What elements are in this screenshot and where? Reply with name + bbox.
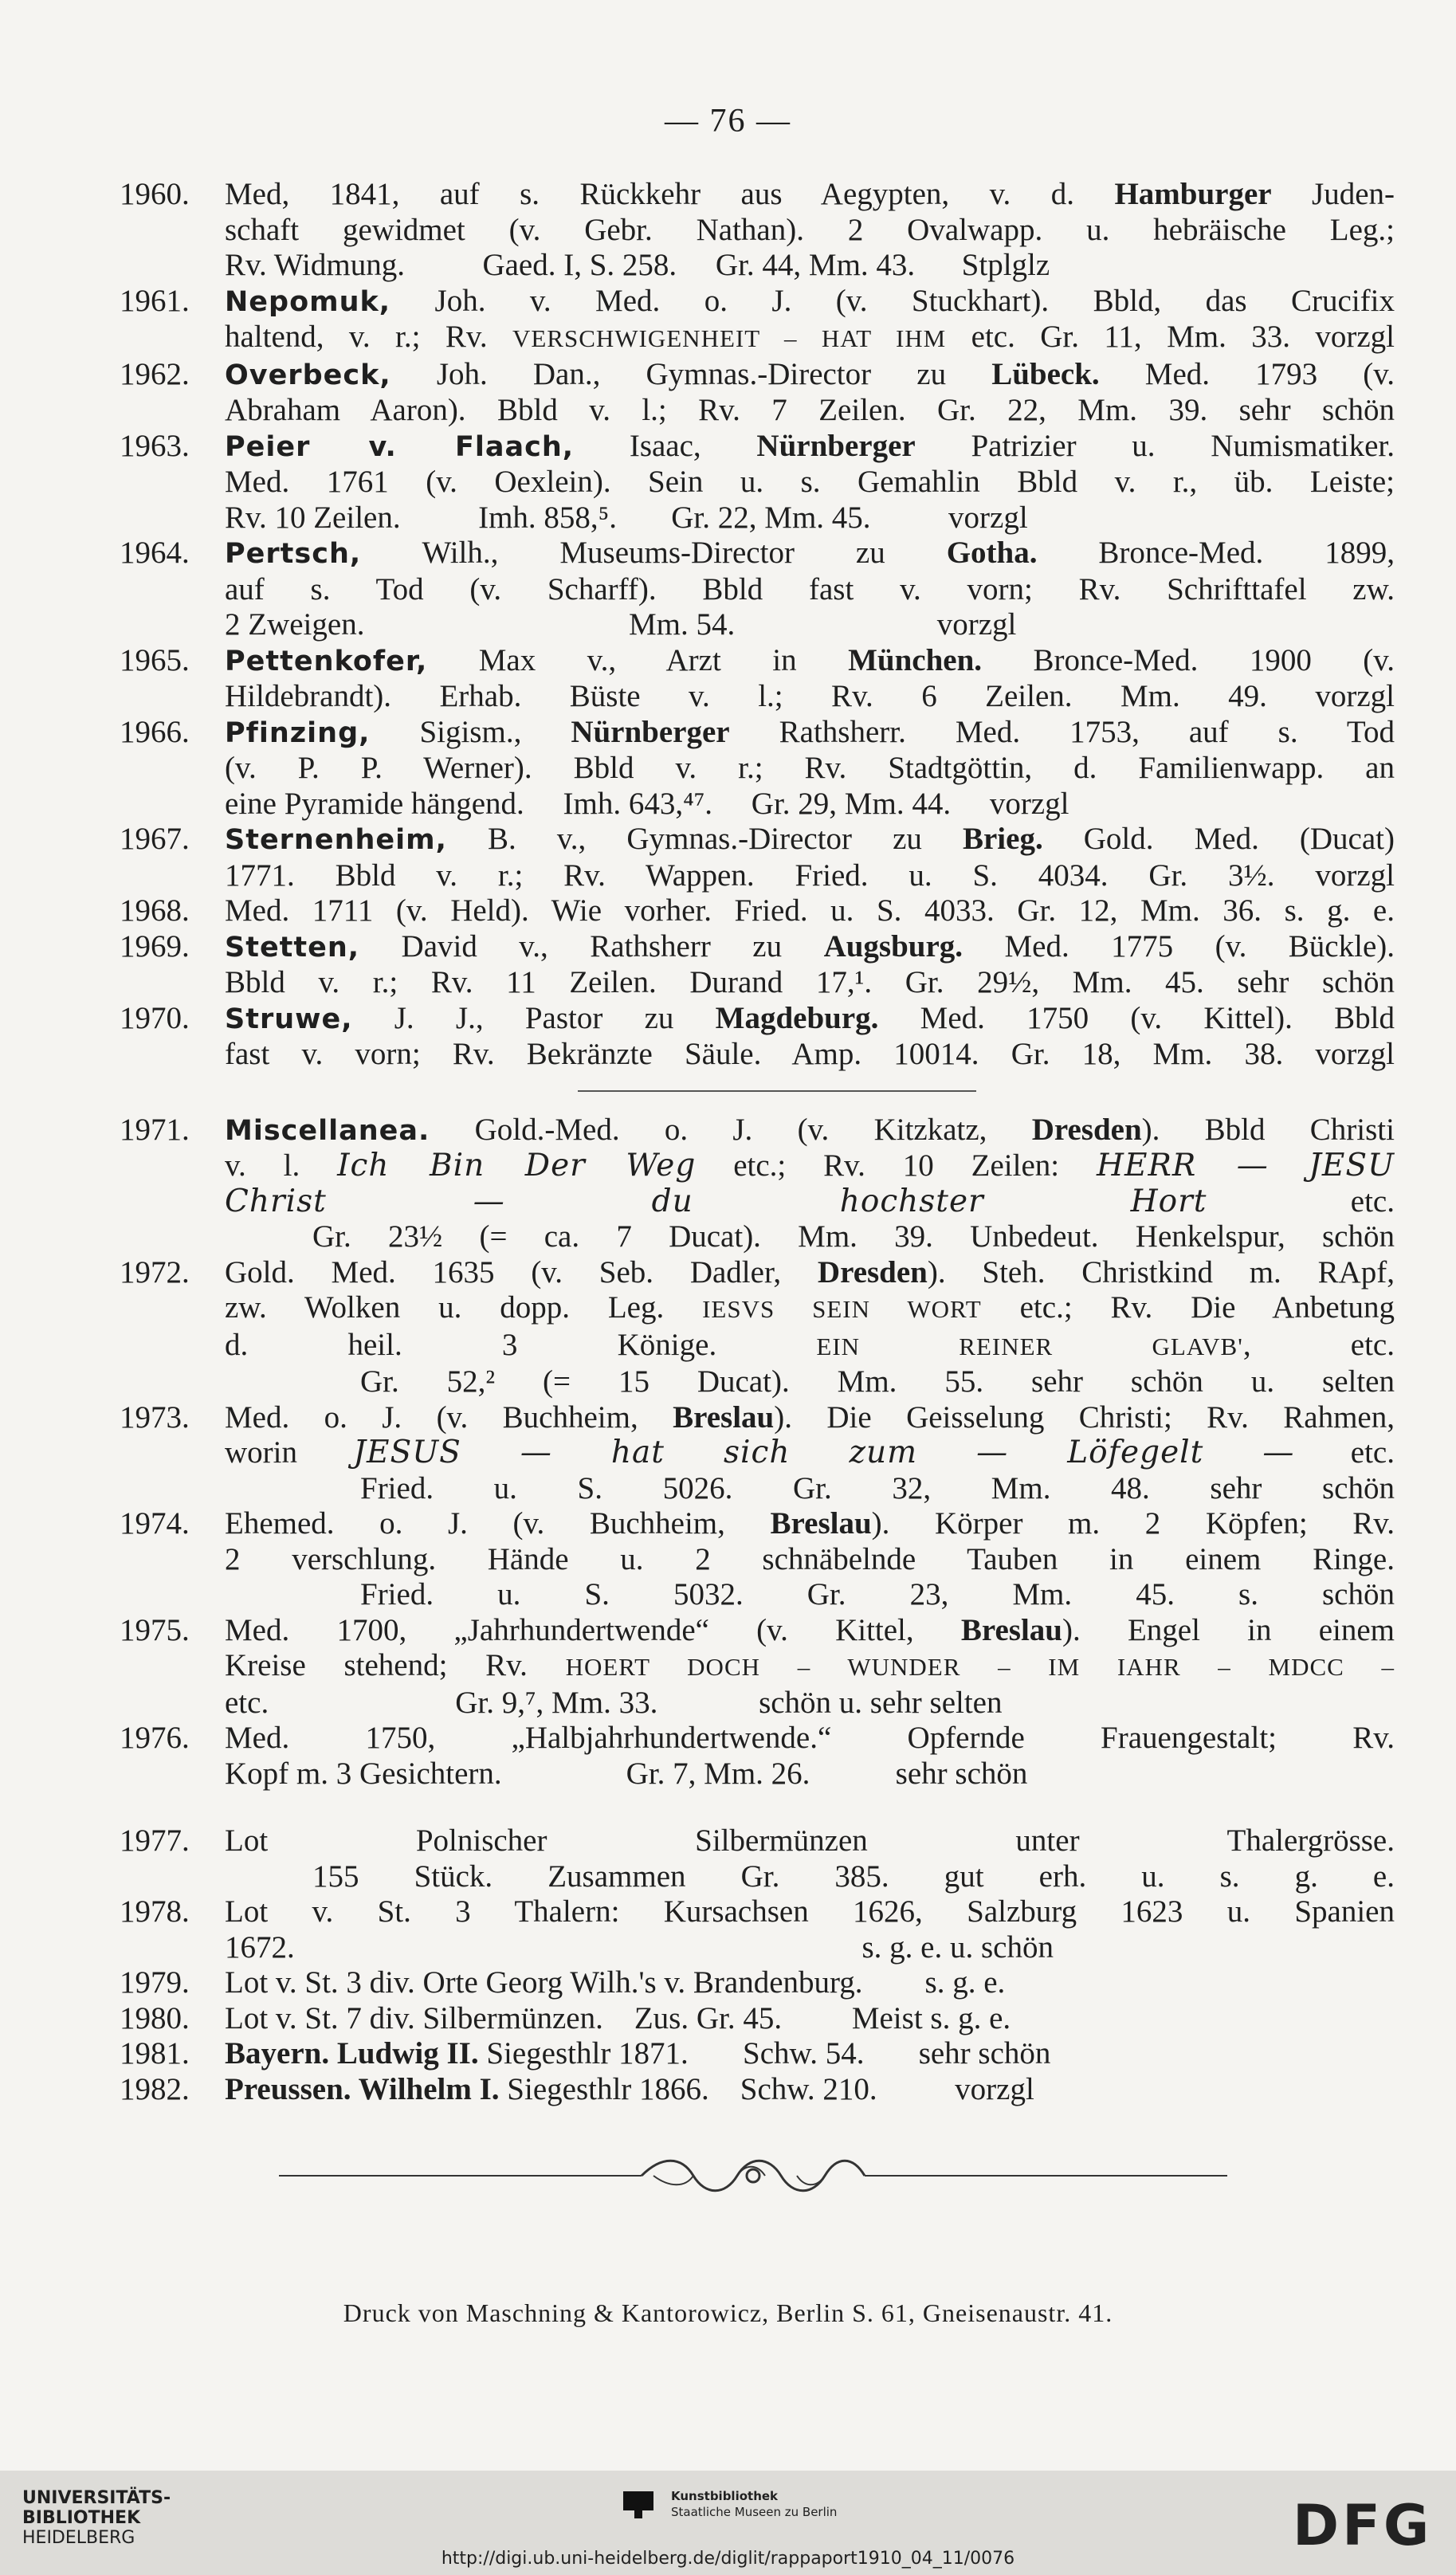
entry-text: 2 verschlung. Hände u. 2 schnäbelnde Tauben in einem Ringe. xyxy=(225,1541,1395,1576)
entry-description xyxy=(225,2001,1395,2037)
entry-text: haltend, v. r.; Rv. xyxy=(225,320,512,354)
entry-text: schaft gewidmet (v. Gebr. Nathan). 2 Ovalwapp. u. hebräische Leg.; xyxy=(225,212,1395,247)
entry-line xyxy=(225,1219,1395,1255)
entry-description xyxy=(225,1965,1395,2001)
entry-subject-name: Pettenkofer, xyxy=(225,645,428,677)
entry-text: etc.; Rv. 10 Zeilen: xyxy=(696,1148,1097,1183)
entry-line xyxy=(225,1471,1395,1507)
entry-place: Lübeck. xyxy=(991,356,1100,391)
catalog-entry xyxy=(120,429,1395,536)
lot-number: 1962. xyxy=(120,356,190,391)
entry-place: Hamburger xyxy=(1114,177,1272,211)
lot-number: 1971. xyxy=(120,1112,190,1147)
entry-description xyxy=(225,357,1395,429)
entry-text: 2 Zweigen. Mm. 54. vorzgl xyxy=(225,607,1017,642)
entry-description xyxy=(225,2072,1395,2108)
catalog-entry xyxy=(120,715,1395,822)
entry-line xyxy=(225,1113,1395,1149)
lot-number: 1976. xyxy=(120,1721,190,1755)
entry-line xyxy=(225,1613,1395,1649)
entry-place: Augsburg. xyxy=(823,928,963,964)
entry-text: Gold. Med. 1635 (v. Seb. Dadler, xyxy=(225,1254,818,1289)
entry-text: Fried. u. S. 5026. Gr. 32, Mm. 48. sehr schön xyxy=(360,1470,1395,1505)
lot-number: 1978. xyxy=(120,1894,190,1929)
entry-text: zw. Wolken u. dopp. Leg. xyxy=(225,1290,703,1325)
entry-text: Lot v. St. 3 div. Orte Georg Wilh.'s v. Brandenburg. s. g. e. xyxy=(225,1965,1006,2000)
entry-line xyxy=(225,751,1395,787)
entry-line xyxy=(225,465,1395,500)
entry-line xyxy=(225,1930,1395,1966)
entry-place: Dresden xyxy=(1031,1112,1142,1147)
catalog-entry xyxy=(120,1113,1395,1255)
entry-text: etc.; Rv. Die Anbetung xyxy=(981,1290,1395,1325)
entry-text: Fried. u. S. 5032. Gr. 23, Mm. 45. s. schön xyxy=(360,1577,1395,1611)
lot-number: 1964. xyxy=(120,536,190,570)
entry-text: Siegesthlr 1866. Schw. 210. vorzgl xyxy=(499,2071,1034,2106)
entry-description xyxy=(225,1001,1395,1073)
entry-description xyxy=(225,1400,1395,1507)
entry-text: Hildebrandt). Erhab. Büste v. l.; Rv. 6 Zeilen. Mm. 49. vorzgl xyxy=(225,679,1395,713)
lot-number: 1965. xyxy=(120,642,190,677)
entry-description xyxy=(225,1823,1395,1894)
entry-text: Med. 1761 (v. Oexlein). Sein u. s. Gemahlin Bbld v. r., üb. Leiste; xyxy=(225,465,1395,499)
catalog-entry xyxy=(120,1823,1395,1894)
entry-line xyxy=(225,893,1395,929)
entry-text: Bbld v. r.; Rv. 11 Zeilen. Durand 17,¹. Gr. 29½, Mm. 45. sehr schön xyxy=(225,965,1395,999)
entry-line xyxy=(225,929,1395,966)
entry-text: Med. 1793 (v. xyxy=(1099,356,1395,391)
entry-line xyxy=(225,1290,1395,1328)
entry-text: etc. Gr. 9,⁷, Mm. 33. schön u. sehr selten xyxy=(225,1685,1003,1720)
entry-line xyxy=(225,1542,1395,1578)
entry-text: Bronce-Med. 1900 (v. xyxy=(982,642,1395,677)
script-inscription: JESUS — hat sich zum — Löfegelt — xyxy=(353,1435,1295,1470)
entry-text: Ehemed. o. J. (v. Buchheim, xyxy=(225,1506,771,1541)
entry-text: ). Steh. Christkind m. RApf, xyxy=(927,1254,1395,1289)
entry-description xyxy=(225,177,1395,284)
catalog-entry xyxy=(120,643,1395,715)
legend-inscription: IESVS SEIN WORT xyxy=(702,1295,982,1323)
catalog-entry xyxy=(120,1001,1395,1073)
catalog-entry xyxy=(120,2072,1395,2108)
entry-description xyxy=(225,929,1395,1001)
entry-text: B. v., Gymnas.-Director zu xyxy=(446,822,963,856)
heidelberg-library-logo[interactable] xyxy=(22,2488,171,2548)
entry-line xyxy=(225,284,1395,320)
entry-text: Joh. Dan., Gymnas.-Director zu xyxy=(390,356,992,391)
entry-text: Med. 1711 (v. Held). Wie vorher. Fried. u. S. 4033. Gr. 12, Mm. 36. s. g. e. xyxy=(225,893,1395,928)
lot-number: 1977. xyxy=(120,1823,190,1858)
entry-description xyxy=(225,893,1395,929)
entry-text: 155 Stück. Zusammen Gr. 385. gut erh. u. s. g. e. xyxy=(312,1859,1395,1894)
entry-line xyxy=(225,1965,1395,2001)
entry-description xyxy=(225,822,1395,893)
entry-text: Rathsherr. Med. 1753, auf s. Tod xyxy=(729,714,1395,749)
entry-text: etc. xyxy=(1294,1435,1395,1470)
catalog-entry xyxy=(120,284,1395,357)
entry-text: ). Engel in einem xyxy=(1062,1612,1395,1647)
catalog-entry xyxy=(120,1613,1395,1721)
entry-text: v. l. xyxy=(225,1148,338,1183)
entry-line xyxy=(225,177,1395,213)
catalog-entry xyxy=(120,2036,1395,2072)
dfg-logo[interactable]: DFG xyxy=(1293,2493,1433,2558)
entry-subject-name: Overbeck, xyxy=(225,359,391,391)
entry-text: 1672. s. g. e. u. schön xyxy=(225,1929,1054,1965)
entry-line xyxy=(225,1648,1395,1686)
entry-line xyxy=(225,1823,1395,1859)
entry-description xyxy=(225,429,1395,536)
entry-text: Gold.-Med. o. J. (v. Kitzkatz, xyxy=(430,1112,1032,1147)
entry-line xyxy=(225,429,1395,465)
entry-line xyxy=(225,2001,1395,2037)
entry-line xyxy=(225,787,1395,822)
entry-text: Gold. Med. (Ducat) xyxy=(1042,822,1395,856)
entry-place: Breslau xyxy=(770,1506,872,1541)
entry-line xyxy=(225,1506,1395,1542)
entry-text: worin xyxy=(225,1435,354,1470)
entry-text: Bronce-Med. 1899, xyxy=(1037,536,1395,570)
entry-line xyxy=(225,1686,1395,1721)
entry-line xyxy=(225,1364,1395,1400)
entry-line xyxy=(225,320,1395,357)
entry-subject-name: Struwe, xyxy=(225,1003,353,1035)
entry-text: etc. xyxy=(1207,1183,1395,1219)
ornament-divider xyxy=(279,2152,1227,2200)
entry-line xyxy=(225,572,1395,608)
entry-text: Med. o. J. (v. Buchheim, xyxy=(225,1399,673,1435)
entry-description xyxy=(225,1894,1395,1965)
entry-text: Max v., Arzt in xyxy=(427,642,849,677)
catalog-entry xyxy=(120,2001,1395,2037)
script-inscription: Ich Bin Der Weg xyxy=(337,1148,697,1183)
entry-line xyxy=(225,679,1395,715)
entry-place: München. xyxy=(848,642,983,677)
entry-description xyxy=(225,643,1395,715)
logo-line: HEIDELBERG xyxy=(22,2528,135,2548)
entry-place: Brieg. xyxy=(962,822,1043,856)
entry-text: J. J., Pastor zu xyxy=(352,1000,716,1035)
entry-text: Gr. 52,² (= 15 Ducat). Mm. 55. sehr schön u. selten xyxy=(360,1364,1395,1399)
page-number: — 76 — xyxy=(665,103,791,139)
entry-subject-name: Nepomuk, xyxy=(225,285,391,318)
catalog-entry xyxy=(120,929,1395,1001)
entry-text: Med. 1700, „Jahrhundertwende“ (v. Kittel, xyxy=(225,1612,961,1647)
entry-line xyxy=(225,1328,1395,1365)
entry-subject-name: Pertsch, xyxy=(225,538,362,570)
entry-place: Breslau xyxy=(960,1612,1062,1647)
lot-number: 1975. xyxy=(120,1612,190,1647)
entry-text: (v. P. P. Werner). Bbld v. r.; Rv. Stadtgöttin, d. Familienwapp. an xyxy=(225,751,1395,785)
entry-text: Isaac, xyxy=(574,428,757,463)
entry-subject-name: Pfinzing, xyxy=(225,716,371,749)
entry-line xyxy=(225,1577,1395,1613)
entry-text: eine Pyramide hängend. Imh. 643,⁴⁷. Gr. 29, Mm. 44. vorzgl xyxy=(225,786,1069,821)
legend-inscription: HOERT DOCH – WUNDER – IM IAHR – MDCC – xyxy=(565,1653,1395,1681)
entry-text: Juden- xyxy=(1271,177,1395,211)
entry-line xyxy=(225,1001,1395,1038)
entry-line xyxy=(225,1148,1395,1184)
lot-number: 1961. xyxy=(120,283,190,318)
printer-imprint: Druck von Maschning & Kantorowicz, Berlin S. 61, Gneisenaustr. 41. xyxy=(343,2298,1113,2327)
entry-place: Breslau xyxy=(673,1399,775,1435)
logo-line: UNIVERSITÄTS- xyxy=(22,2488,171,2508)
entry-text: ). Körper m. 2 Köpfen; Rv. xyxy=(871,1506,1395,1541)
entry-text: , etc. xyxy=(1242,1327,1395,1362)
lot-number: 1981. xyxy=(120,2036,190,2071)
entry-line xyxy=(225,1435,1395,1471)
entry-description xyxy=(225,1613,1395,1721)
entry-line xyxy=(225,357,1395,394)
entry-text: Med. 1775 (v. Bückle). xyxy=(963,928,1395,964)
entry-description xyxy=(225,284,1395,357)
section-divider xyxy=(578,1090,976,1092)
script-inscription: HERR — JESU xyxy=(1097,1148,1395,1183)
entry-line xyxy=(225,1037,1395,1073)
entry-line xyxy=(225,213,1395,249)
entry-text: Med. 1750 (v. Kittel). Bbld xyxy=(878,1000,1395,1035)
script-inscription: Christ — du hochster Hort xyxy=(225,1183,1207,1219)
entry-line xyxy=(225,965,1395,1001)
entry-text: Rv. Widmung. Gaed. I, S. 258. Gr. 44, Mm. 43. Stplglz xyxy=(225,248,1050,282)
entry-line xyxy=(225,1255,1395,1291)
entry-text: Patrizier u. Numismatiker. xyxy=(915,428,1395,463)
catalog-entry xyxy=(120,1965,1395,2001)
entry-line xyxy=(225,1757,1395,1792)
entry-text: d. heil. 3 Könige. xyxy=(225,1327,817,1362)
entry-text: Joh. v. Med. o. J. (v. Stuckhart). Bbld, das Crucifix xyxy=(390,283,1395,318)
entry-line xyxy=(225,715,1395,752)
entry-text: Rv. 10 Zeilen. Imh. 858,⁵. Gr. 22, Mm. 45. vorzgl xyxy=(225,500,1028,535)
entry-text: Wilh., Museums-Director zu xyxy=(361,536,947,570)
entry-text: Med. 1750, „Halbjahrhundertwende.“ Opfernde Frauengestalt; Rv. xyxy=(225,1721,1395,1755)
catalog-list xyxy=(120,177,1395,2107)
entry-line xyxy=(225,643,1395,680)
entry-line xyxy=(225,500,1395,536)
catalog-entry xyxy=(120,1721,1395,1792)
catalog-entry xyxy=(120,1400,1395,1507)
lot-number: 1979. xyxy=(120,1965,190,2000)
catalog-entry xyxy=(120,357,1395,429)
entry-text: Lot Polnischer Silbermünzen unter Thalergrösse. xyxy=(225,1823,1395,1858)
entry-text: auf s. Tod (v. Scharff). Bbld fast v. vorn; Rv. Schrifttafel zw. xyxy=(225,571,1395,606)
entry-place: Nürnberger xyxy=(756,428,916,463)
catalog-entry xyxy=(120,893,1395,929)
lot-number: 1970. xyxy=(120,1000,190,1035)
section-gap xyxy=(120,1792,1395,1823)
kb-title: Kunstbibliothek xyxy=(671,2489,779,2503)
entry-description xyxy=(225,2036,1395,2072)
entry-text: Kopf m. 3 Gesichtern. Gr. 7, Mm. 26. sehr schön xyxy=(225,1756,1028,1791)
entry-subject-name: Stetten, xyxy=(225,931,360,964)
entry-line xyxy=(225,2072,1395,2108)
entry-line xyxy=(225,1184,1395,1220)
catalog-entry xyxy=(120,536,1395,643)
entry-place: Dresden xyxy=(817,1254,928,1289)
entry-line xyxy=(225,248,1395,284)
entry-place: Bayern. Ludwig II. xyxy=(225,2036,479,2071)
entry-line xyxy=(225,1894,1395,1930)
catalog-entry xyxy=(120,1506,1395,1613)
entry-line xyxy=(225,2036,1395,2072)
entry-text: Gr. 23½ (= ca. 7 Ducat). Mm. 39. Unbedeut. Henkelspur, schön xyxy=(312,1219,1395,1254)
entry-text: Abraham Aaron). Bbld v. l.; Rv. 7 Zeilen. Gr. 22, Mm. 39. sehr schön xyxy=(225,393,1395,427)
entry-place: Nürnberger xyxy=(571,714,730,749)
entry-text: Siegesthlr 1871. Schw. 54. sehr schön xyxy=(478,2036,1051,2071)
lot-number: 1968. xyxy=(120,893,190,928)
entry-subject-name: Sternenheim, xyxy=(225,824,447,856)
entry-line xyxy=(225,607,1395,643)
entry-text: Kreise stehend; Rv. xyxy=(225,1648,566,1682)
entry-line xyxy=(225,822,1395,858)
entry-subject-name: Miscellanea. xyxy=(225,1114,430,1147)
lot-number: 1966. xyxy=(120,714,190,749)
entry-text: ). Bbld Christi xyxy=(1141,1112,1395,1147)
logo-line: BIBLIOTHEK xyxy=(22,2508,141,2528)
entry-line xyxy=(225,858,1395,894)
catalog-entry xyxy=(120,1255,1395,1400)
kunstbibliothek-logo[interactable] xyxy=(671,2488,837,2520)
entry-line xyxy=(225,1400,1395,1436)
entry-description xyxy=(225,1506,1395,1613)
lot-number: 1973. xyxy=(120,1399,190,1435)
entry-subject-name: Peier v. Flaach, xyxy=(225,430,575,463)
entry-description xyxy=(225,1721,1395,1792)
entry-text: ). Die Geisselung Christi; Rv. Rahmen, xyxy=(774,1399,1395,1435)
catalog-entry xyxy=(120,822,1395,893)
legend-inscription: EIN REINER GLAVB' xyxy=(816,1332,1243,1360)
kb-subtitle: Staatliche Museen zu Berlin xyxy=(671,2505,838,2519)
kunstbibliothek-mark-icon xyxy=(620,2487,657,2522)
entry-description xyxy=(225,1255,1395,1400)
entry-line xyxy=(225,536,1395,572)
entry-place: Gotha. xyxy=(946,536,1038,570)
lot-number: 1969. xyxy=(120,928,190,964)
entry-description xyxy=(225,536,1395,643)
entry-text: David v., Rathsherr zu xyxy=(359,928,824,964)
lot-number: 1963. xyxy=(120,428,190,463)
entry-text: etc. Gr. 11, Mm. 33. vorzgl xyxy=(946,320,1395,354)
entry-description xyxy=(225,1113,1395,1255)
entry-text: Lot v. St. 3 Thalern: Kursachsen 1626, Salzburg 1623 u. Spanien xyxy=(225,1894,1395,1929)
lot-number: 1974. xyxy=(120,1506,190,1541)
entry-text: Sigism., xyxy=(370,714,571,749)
legend-inscription: VERSCHWIGENHEIT – HAT IHM xyxy=(512,324,947,352)
entry-description xyxy=(225,715,1395,822)
entry-line xyxy=(225,1721,1395,1757)
lot-number: 1980. xyxy=(120,2000,190,2035)
entry-line xyxy=(225,1859,1395,1895)
entry-text: 1771. Bbld v. r.; Rv. Wappen. Fried. u. S. 4034. Gr. 3½. vorzgl xyxy=(225,858,1395,893)
lot-number: 1967. xyxy=(120,822,190,856)
entry-place: Magdeburg. xyxy=(715,1000,879,1035)
entry-line xyxy=(225,393,1395,429)
lot-number: 1960. xyxy=(120,177,190,211)
entry-place: Preussen. Wilhelm I. xyxy=(225,2071,500,2106)
entry-text: Med, 1841, auf s. Rückkehr aus Aegypten, v. d. xyxy=(225,177,1115,211)
catalog-entry xyxy=(120,1894,1395,1965)
catalog-entry xyxy=(120,177,1395,284)
entry-text: Lot v. St. 7 div. Silbermünzen. Zus. Gr. 45. Meist s. g. e. xyxy=(225,2000,1011,2035)
digitization-footer xyxy=(0,2471,1456,2575)
lot-number: 1972. xyxy=(120,1254,190,1289)
entry-text: fast v. vorn; Rv. Bekränzte Säule. Amp. 10014. Gr. 18, Mm. 38. vorzgl xyxy=(225,1037,1395,1071)
lot-number: 1982. xyxy=(120,2071,190,2106)
source-url[interactable]: http://digi.ub.uni-heidelberg.de/diglit/rappaport1910_04_11/0076 xyxy=(441,2549,1015,2569)
